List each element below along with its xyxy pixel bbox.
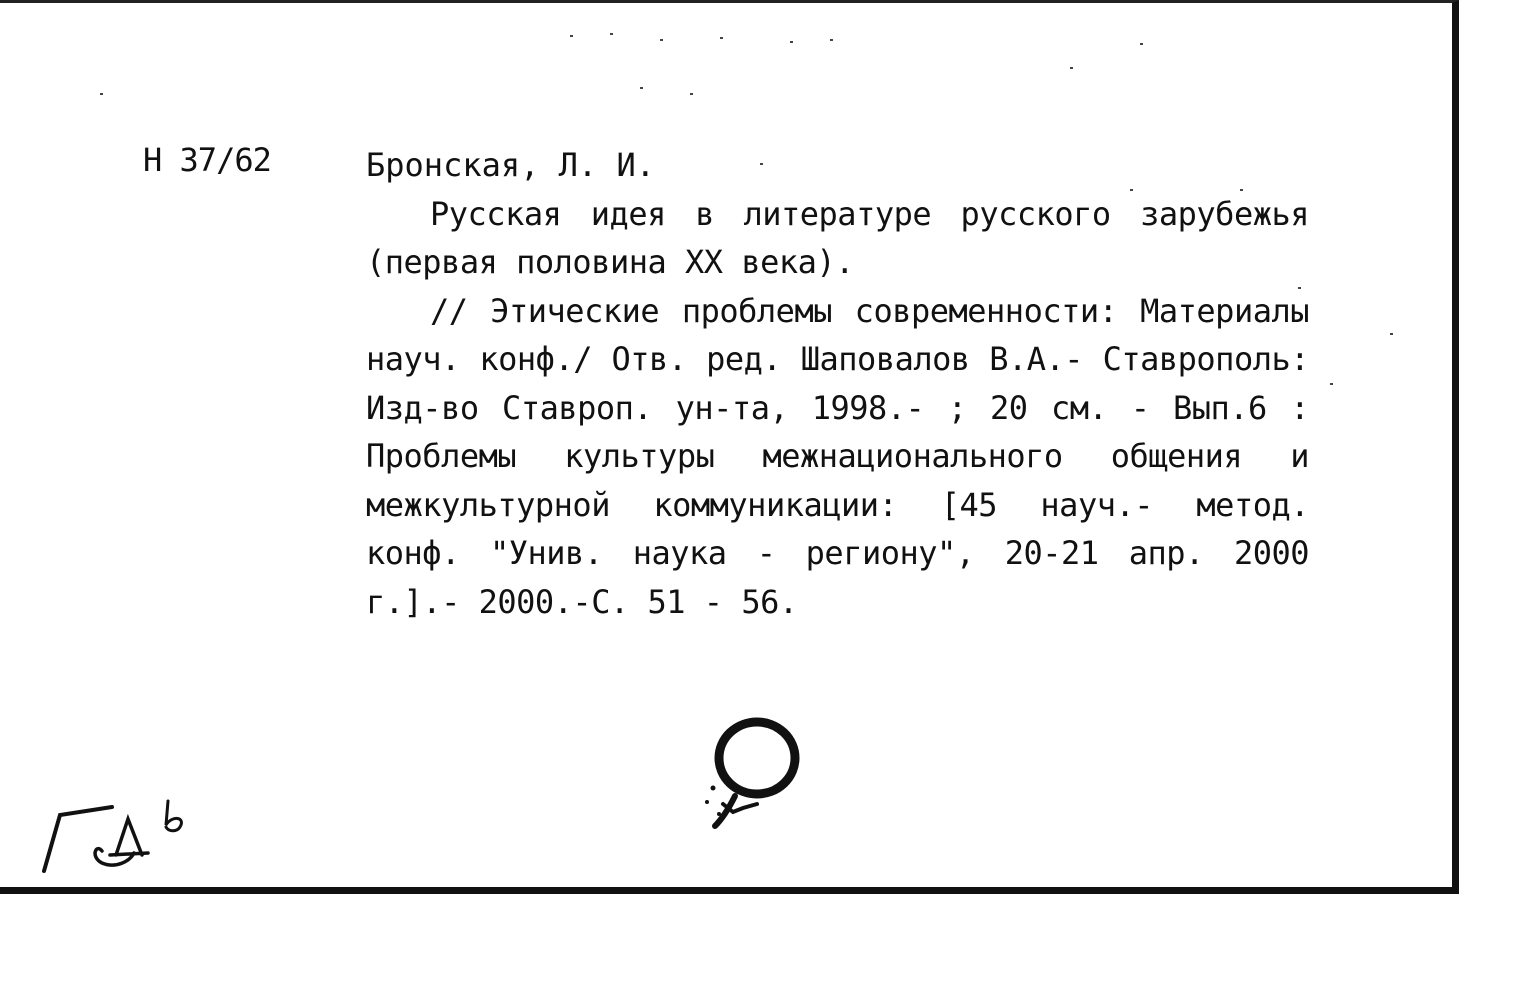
library-stamp-circle	[685, 708, 815, 838]
scan-speck	[100, 93, 103, 95]
scan-speck	[720, 37, 723, 39]
shelf-mark: Н 37/62	[143, 141, 271, 179]
scan-speck	[660, 39, 663, 41]
scan-speck	[1330, 383, 1333, 385]
scan-speck	[640, 87, 643, 89]
source-paragraph: // Этические проблемы современности: Материалы науч. конф./ Отв. ред. Шаповалов В.А.- Ставрополь: Изд-во Ставроп. ун-та, 1998.- ; 20 см. - Вып.6 : Проблемы культуры межнационального общения и межкультурной коммуникации: [45 науч.- метод. конф. "Унив. наука - региону", 20-21 апр. 2000 г.].- 2000.-С. 51 - 56.	[366, 291, 1309, 621]
bibliographic-entry	[366, 141, 1309, 626]
scan-speck	[690, 93, 693, 95]
scan-speck	[570, 35, 573, 37]
author-line: Бронская, Л. И.	[366, 146, 655, 184]
handwritten-note	[30, 793, 200, 883]
scan-speck	[610, 33, 613, 35]
scan-speck	[1390, 333, 1393, 335]
title-paragraph: Русская идея в литературе русского зарубежья (первая половина XX века).	[366, 194, 1309, 281]
scan-speck	[1070, 67, 1073, 69]
scan-speck	[790, 41, 793, 43]
scan-speck	[830, 39, 833, 41]
scan-speck	[1140, 43, 1143, 45]
